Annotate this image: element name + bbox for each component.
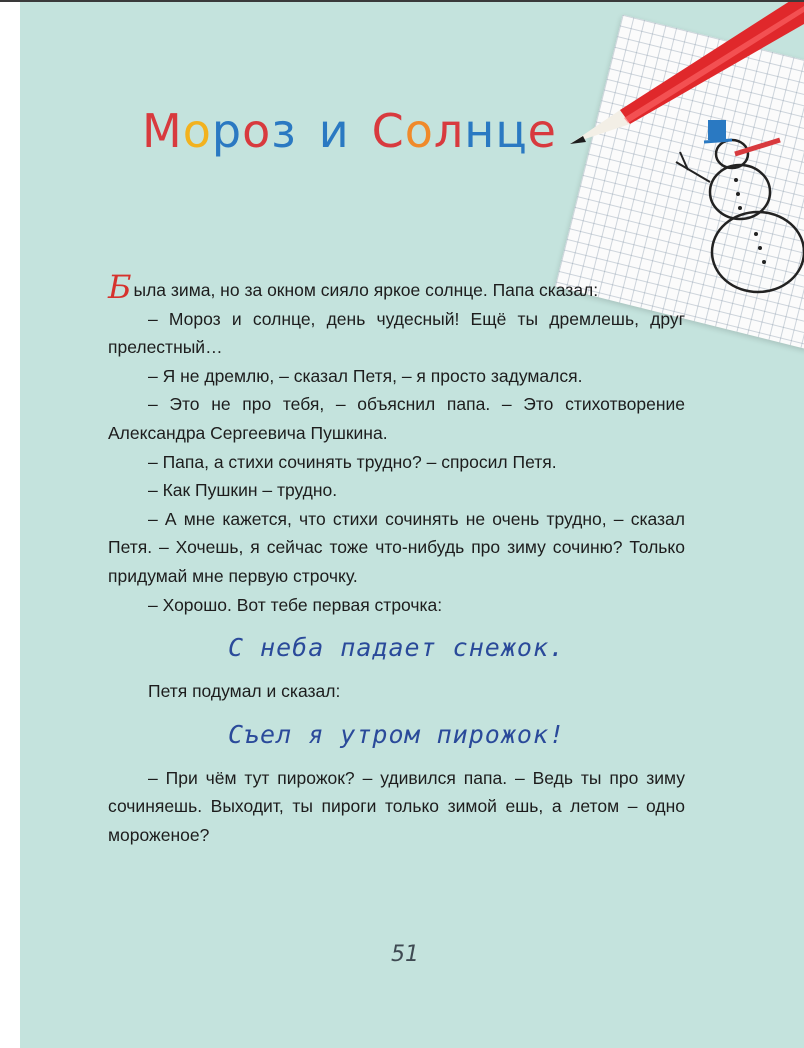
red-pencil-icon: [20, 2, 804, 202]
title-letter: о: [182, 104, 212, 158]
paragraph: – Папа, а стихи сочинять трудно? – спросил Петя.: [148, 451, 557, 472]
title-letter: р: [211, 104, 243, 158]
title-letter: С: [371, 104, 405, 158]
handwritten-line: Съел я утром пирожок!: [227, 719, 566, 749]
title-letter: н: [464, 104, 496, 158]
paragraph: Петя подумал и сказал:: [148, 681, 341, 702]
title-letter: о: [242, 104, 272, 158]
story-text: [108, 268, 685, 850]
paragraph: – Я не дремлю, – сказал Петя, – я просто задумался.: [148, 365, 583, 386]
title-letter: о: [404, 104, 434, 158]
paragraph: [108, 268, 685, 306]
title-letter: л: [433, 104, 465, 158]
book-page: [20, 2, 804, 1048]
drop-cap: Б: [108, 268, 132, 306]
title-letter: М: [142, 104, 183, 158]
title-letter: и: [318, 104, 350, 158]
paragraph-text: ыла зима, но за окном сияло яркое солнце. Папа сказал:: [133, 280, 599, 300]
paragraph: – Хорошо. Вот тебе первая строчка:: [148, 594, 443, 615]
title-letter: ц: [495, 104, 528, 158]
paragraph: – При чём тут пирожок? – удивился папа. – Ведь ты про зиму сочиняешь. Выходит, ты пироги только зимой ешь, а летом – одно мороженое?: [108, 767, 685, 845]
page-number: 51: [391, 942, 419, 967]
paragraph: – А мне кажется, что стихи сочинять не очень трудно, – сказал Петя. – Хочешь, я сейчас тоже что-нибудь про зиму сочиню? Только придумай мне первую строчку.: [108, 508, 685, 586]
title-letter: з: [271, 104, 297, 158]
handwritten-line: С неба падает снежок.: [227, 633, 566, 663]
paragraph: – Как Пушкин – трудно.: [148, 480, 338, 501]
paragraph: – Это не про тебя, – объяснил папа. – Это стихотворение Александра Сергеевича Пушкина.: [108, 394, 685, 443]
title-letter: е: [527, 104, 557, 158]
paragraph: – Мороз и солнце, день чудесный! Ещё ты дремлешь, друг прелестный…: [108, 308, 685, 358]
